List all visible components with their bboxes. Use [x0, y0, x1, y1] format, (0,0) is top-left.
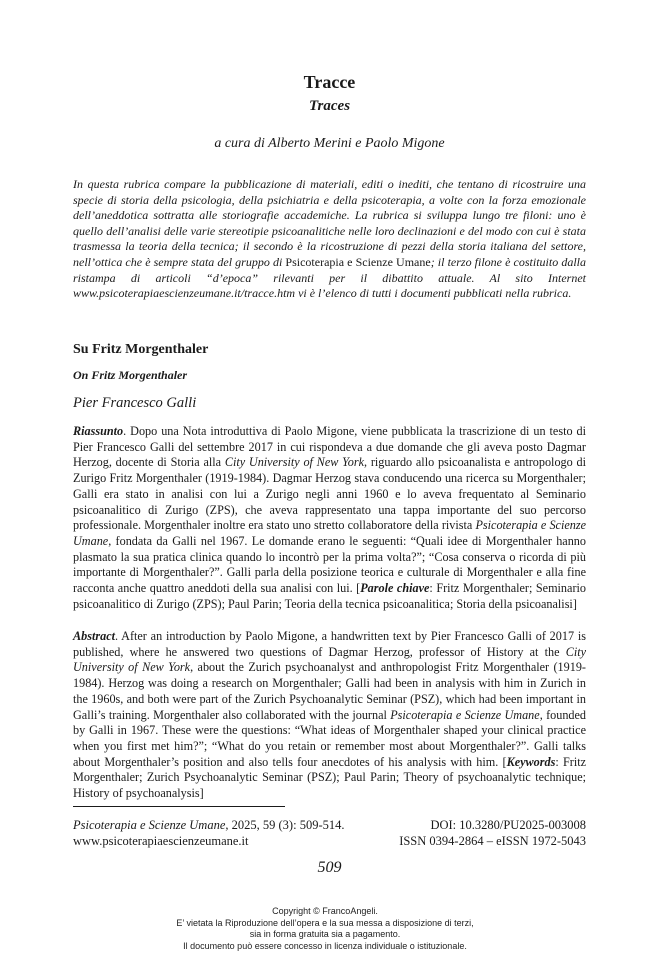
riassunto-text: , riguardo allo psicoanalista e antropologo di Zurigo Fritz Morgenthaler (1919-1984). Dagmar Herzog stava conducendo una ricerca su Morgenthaler; Galli era stato in analisi con lui a Zurigo negli anni 1960 e lo aveva frequentato al Seminario psicoanalitico di Zurigo (ZPS), che aveva rappresentato una tappa importante del suo percorso professionale. Morgenthaler inoltre era stato uno stretto collaboratore della rivista: [73, 455, 586, 533]
riassunto-text: , fondata da Galli nel 1967. Le domande erano le seguenti: “Quali idee di Morgenthaler hanno plasmato la sua pratica clinica quando lo incontrò per la prima volta?”; “Cosa conserva o ricorda di più importante di Morgenthaler?”. Galli parla della posizione teorica e culturale di Morgenthaler e alla fine racconta anche quattro aneddoti della sua analisi con lui. [: [73, 533, 586, 596]
parole-chiave-label: Parole chiave: [360, 581, 430, 596]
riassunto-keywords: : Fritz Morgenthaler; Seminario psicoanalitico di Zurigo (ZPS); Paul Parin; Teoria della tecnica psicoanalitica; Storia della psicoanalisi]: [73, 581, 586, 611]
riassunto-label: Riassunto: [73, 424, 124, 438]
article-author: Pier Francesco Galli: [73, 395, 197, 411]
intro-text-1: In questa rubrica compare la pubblicazione di materiali, editi o inediti, che tentano di ricostruire una specie di storia della psicologia, della psichiatria e della psicoterapia, a volte con la forza emozionale dell’aneddotica sottratta alle storiografie accademiche. La rubrica si sviluppa lungo tre filoni: uno è quello dell’analisi delle varie stereotipie psicoanalitiche nelle loro declinazioni e del modo con cui è stata trasmessa la teoria della tecnica; il secondo è la ricostruzione di pezzi della storia italiana del settore, nell’ottica che è sempre stata del gruppo di: [73, 177, 586, 269]
footer-citation: [73, 817, 344, 833]
footer-journal-name: Psicoterapia e Scienze Umane: [73, 818, 226, 832]
rubric-title: Tracce: [303, 72, 356, 92]
copyright-line: sia in forma gratuita sia a pagamento.: [249, 929, 401, 939]
footer-website: www.psicoterapiaescienzeumane.it: [73, 834, 249, 848]
abstract-text: . After an introduction by Paolo Migone, a handwritten text by Pier Francesco Galli of 2017 is published, where he answered two questions of Dagmar Herzog, professor of History at the: [73, 629, 586, 659]
abstract-label: Abstract: [73, 629, 115, 643]
copyright-line: Copyright © FrancoAngeli.: [272, 906, 378, 916]
page-number: 509: [317, 859, 342, 876]
riassunto-paragraph: [73, 424, 586, 612]
abstract-italic: City University of New York: [73, 644, 586, 675]
rubric-editors: a cura di Alberto Merini e Paolo Migone: [214, 136, 445, 151]
abstract-keywords: : Fritz Morgenthaler; Zurich Psychoanalytic Seminar (PSZ); Paul Parin; Theory of psychoanalytic technique; History of psychoanalysis]: [73, 754, 587, 801]
article-subtitle: On Fritz Morgenthaler: [73, 368, 188, 382]
copyright-line: E’ vietata la Riproduzione dell’opera e la sua messa a disposizione di terzi,: [176, 917, 474, 928]
footer-issn: ISSN 0394-2864 – eISSN 1972-5043: [399, 834, 586, 848]
riassunto-text: . Dopo una Nota introduttiva di Paolo Migone, viene pubblicata la trascrizione di un testo di Pier Francesco Galli del settembre 2017 in cui rispondeva a due domande che gli aveva posto Dagmar Herzog, docente di Storia alla: [73, 424, 586, 470]
footer-journal-ref: , 2025, 59 (3): 509-514.: [225, 818, 345, 832]
rubric-intro: [73, 177, 586, 302]
copyright-notice: [0, 906, 650, 952]
abstract-text: , about the Zurich psychoanalyst and anthropologist Fritz Morgenthaler (1919-1984). Herzog was doing a research on Morgenthaler; Galli had been in analysis with him in Zurich in the 1960s, and both were part of the Zurich Psychoanalytic Seminar (PSZ), which had been important in Galli’s training. Morgenthaler also collaborated with the journal: [73, 660, 586, 722]
rubric-subtitle: Traces: [308, 98, 351, 114]
abstract-text: , founded by Galli in 1967. These were the questions: “What ideas of Morgenthaler shaped your clinical practice when you first met him?”; “What do you retain or remember most about Morgenthaler?”. Galli talks about Morgenthaler’s position and also tells four anecdotes of his analysis with him. [: [73, 707, 587, 769]
intro-text-2: ; il terzo filone è costituito dalla ristampa di articoli “d’epoca” rilevanti per il dibattito attuale. Al sito Internet www.psicoterapiaescienzeumane.it/tracce.htm vi è l’elenco di tutti i documenti pubblicati nella rubrica.: [73, 254, 587, 301]
footer-doi: DOI: 10.3280/PU2025-003008: [430, 818, 586, 832]
riassunto-italic: City University of New York: [224, 455, 365, 470]
article-title: Su Fritz Morgenthaler: [73, 342, 209, 357]
abstract-paragraph: [73, 629, 586, 802]
keywords-label: Keywords: [506, 754, 556, 769]
abstract-italic: Psicoterapia e Scienze Umane: [390, 707, 540, 722]
footer-rule: [73, 806, 285, 807]
intro-journal-name: Psicoterapia e Scienze Umane: [285, 254, 431, 269]
copyright-line: Il documento può essere concesso in licenza individuale o istituzionale.: [183, 940, 467, 951]
riassunto-italic: Psicoterapia e Scienze Umane: [73, 518, 586, 548]
